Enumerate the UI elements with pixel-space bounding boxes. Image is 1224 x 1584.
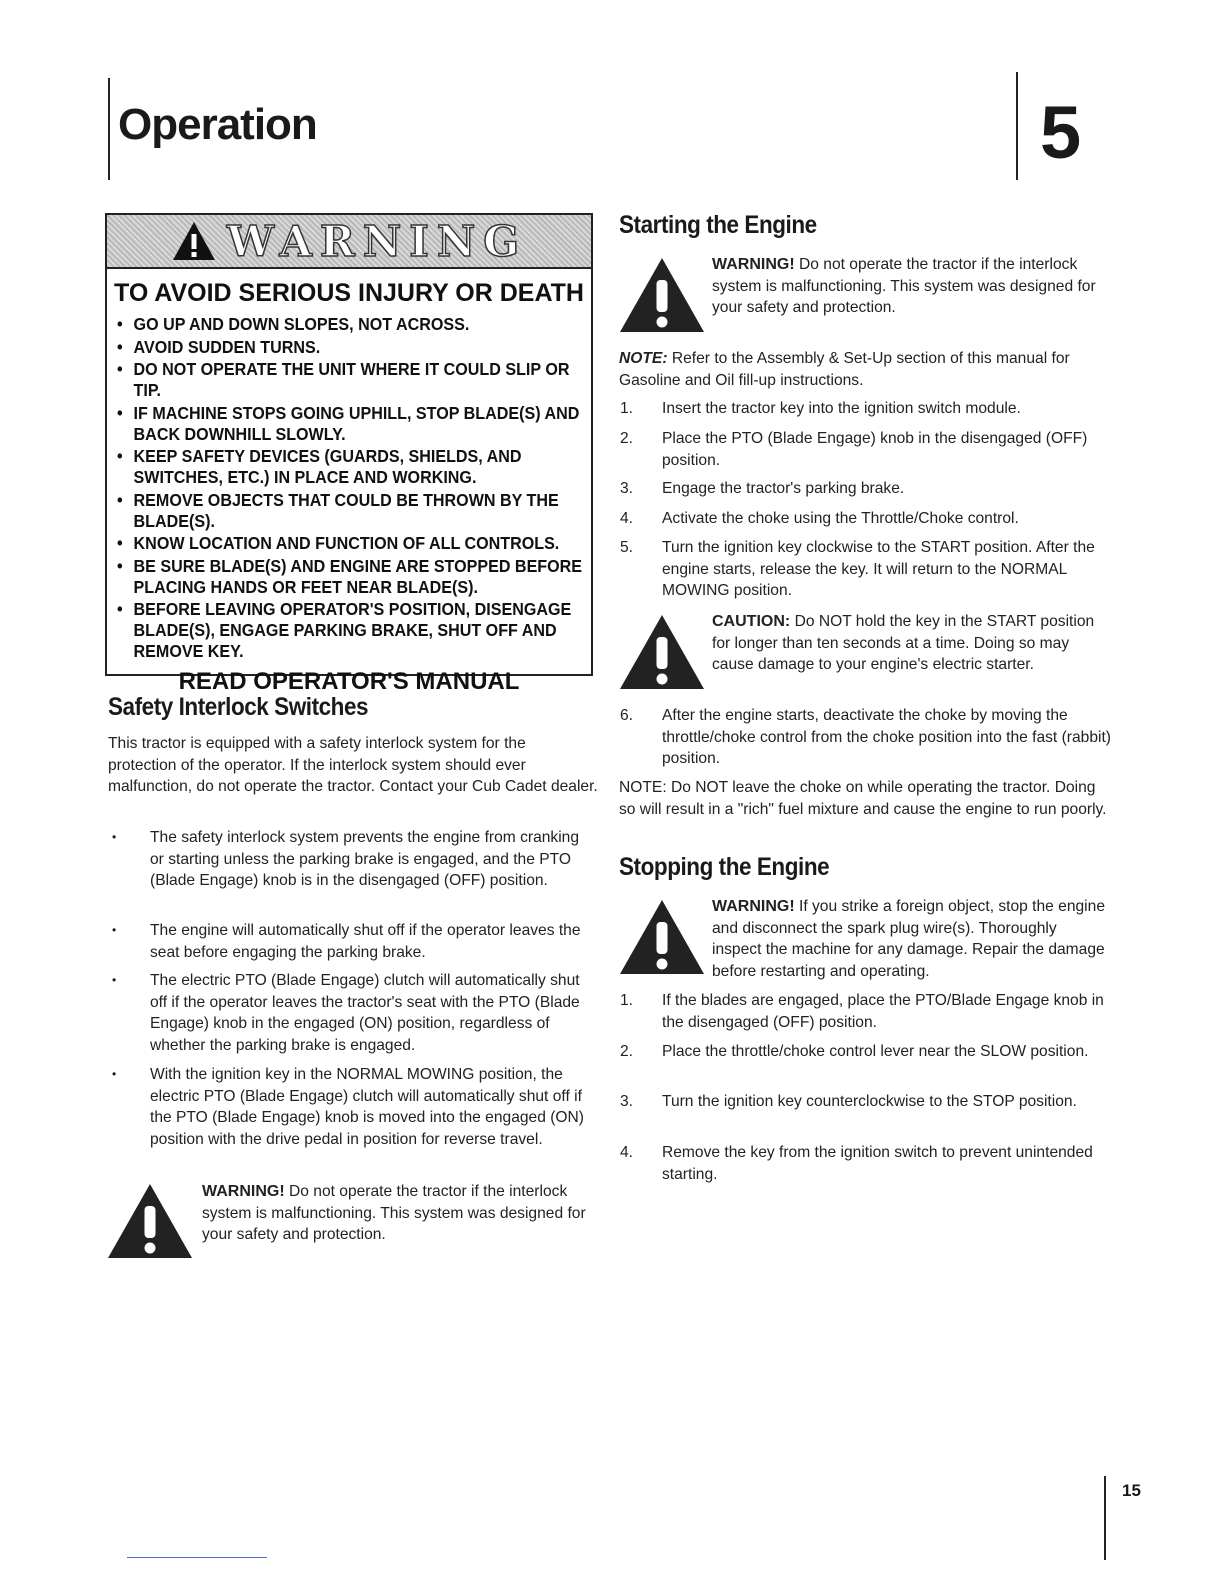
note-text: Refer to the Assembly & Set-Up section of this manual for Gasoline and Oil fill-up instructions. (619, 350, 1070, 389)
warning-label-text: WARNING! (712, 898, 795, 915)
step-text: Activate the choke using the Throttle/Choke control. (662, 510, 1019, 527)
page-number-rule (1104, 1476, 1106, 1560)
warning-triangle-icon (106, 1182, 194, 1260)
warning-item: • GO UP AND DOWN SLOPES, NOT ACROSS. (117, 314, 594, 335)
step-text: Engage the tractor's parking brake. (662, 480, 905, 497)
warning-text: Do not operate the tractor if the interlock system is malfunctioning. This system was designed for your safety and protection. (712, 256, 1096, 316)
step-text: Place the throttle/choke control lever near the SLOW position. (662, 1043, 1089, 1060)
caution-triangle-icon (618, 613, 706, 691)
choke-note: NOTE: Do NOT leave the choke on while operating the tractor. Doing so will result in a "rich" fuel mixture and cause the engine to run poorly. (619, 779, 1107, 818)
title-rule (108, 78, 110, 180)
caution-text: Do NOT hold the key in the START position for longer than ten seconds at a time. Doing so may cause damage to your engine's electric starter. (712, 613, 1095, 673)
page-title: Operation (118, 100, 317, 149)
step-text: Turn the ignition key clockwise to the START position. After the engine starts, release the key. It will return to the NORMAL MOWING position. (662, 539, 1095, 599)
step-number: 1. (620, 992, 634, 1009)
step-number: 3. (620, 1093, 634, 1110)
step-number: 3. (620, 480, 634, 497)
step-number: 5. (620, 539, 634, 556)
warning-label (105, 213, 593, 695)
warning-triangle-icon (618, 898, 706, 976)
caution-label-text: CAUTION: (712, 613, 791, 630)
footer-rule (127, 1557, 267, 1558)
warning-triangle-icon (618, 256, 706, 334)
warning-item: • DO NOT OPERATE THE UNIT WHERE IT COULD SLIP OR TIP. (117, 359, 594, 401)
stopping-warning (712, 896, 1108, 982)
warning-header (107, 215, 591, 269)
bullet-text: The engine will automatically shut off if the operator leaves the seat before engaging the parking brake. (150, 922, 581, 961)
warning-label-text: WARNING! (202, 1183, 285, 1200)
warning-label-text: WARNING! (712, 256, 795, 273)
step-text: Insert the tractor key into the ignition switch module. (662, 400, 1021, 417)
bullet-icon: • (112, 923, 117, 937)
warning-item: • REMOVE OBJECTS THAT COULD BE THROWN BY THE BLADE(S). (117, 490, 594, 532)
step-text: After the engine starts, deactivate the choke by moving the throttle/choke control from the choke position into the fast (rabbit) position. (662, 707, 1111, 767)
starting-caution (712, 611, 1108, 676)
starting-engine-heading: Starting the Engine (619, 211, 817, 239)
step-text: Remove the key from the ignition switch to prevent unintended starting. (662, 1144, 1093, 1183)
warning-item: • AVOID SUDDEN TURNS. (117, 337, 594, 358)
warning-item: • BEFORE LEAVING OPERATOR'S POSITION, DISENGAGE BLADE(S), ENGAGE PARKING BRAKE, SHUT OFF AND REMOVE KEY. (117, 599, 594, 662)
bullet-text: The electric PTO (Blade Engage) clutch will automatically shut off if the operator leaves the tractor's seat with the PTO (Blade Engage) knob in the engaged (ON) position, regardless of whether the parking brake is engaged. (150, 972, 580, 1054)
warning-footer: READ OPERATOR'S MANUAL (178, 668, 520, 695)
warning-item: • IF MACHINE STOPS GOING UPHILL, STOP BLADE(S) AND BACK DOWNHILL SLOWLY. (117, 403, 594, 445)
warning-text: Do not operate the tractor if the interlock system is malfunctioning. This system was designed for your safety and protection. (202, 1183, 586, 1243)
bullet-icon: • (112, 1067, 117, 1081)
step-text: Place the PTO (Blade Engage) knob in the disengaged (OFF) position. (662, 430, 1088, 469)
bullet-text: With the ignition key in the NORMAL MOWING position, the electric PTO (Blade Engage) clutch will automatically shut off if the PTO (Blade Engage) knob is moved into the engaged (ON) position with the drive pedal in position for reverse travel. (150, 1066, 584, 1148)
step-number: 6. (620, 707, 634, 724)
step-number: 4. (620, 510, 634, 527)
bullet-icon: • (112, 830, 117, 844)
starting-warning (712, 254, 1104, 319)
interlock-warning (202, 1181, 597, 1246)
step-number: 2. (620, 430, 634, 447)
warning-item: • KEEP SAFETY DEVICES (GUARDS, SHIELDS, AND SWITCHES, ETC.) IN PLACE AND WORKING. (117, 446, 594, 488)
note-label: NOTE: (619, 350, 668, 367)
chapter-rule (1016, 72, 1018, 180)
safety-interlock-intro: This tractor is equipped with a safety interlock system for the protection of the operator. If the interlock system should ever malfunction, do not operate the tractor. Contact your Cub Cadet dealer. (108, 735, 598, 795)
step-text: Turn the ignition key counterclockwise to the STOP position. (662, 1093, 1077, 1110)
page-number: 15 (1122, 1481, 1141, 1500)
stopping-engine-heading: Stopping the Engine (619, 853, 830, 881)
step-number: 1. (620, 400, 634, 417)
bullet-icon: • (112, 973, 117, 987)
warning-item: • BE SURE BLADE(S) AND ENGINE ARE STOPPED BEFORE PLACING HANDS OR FEET NEAR BLADE(S). (117, 556, 594, 598)
warning-signal-word: WARNING (226, 216, 528, 266)
warning-list (107, 314, 591, 662)
chapter-number: 5 (1040, 91, 1082, 174)
step-text: If the blades are engaged, place the PTO/Blade Engage knob in the disengaged (OFF) position. (662, 992, 1104, 1031)
step-number: 4. (620, 1144, 634, 1161)
warning-item: • KNOW LOCATION AND FUNCTION OF ALL CONTROLS. (117, 533, 594, 554)
step-number: 2. (620, 1043, 634, 1060)
bullet-text: The safety interlock system prevents the engine from cranking or starting unless the parking brake is engaged, and the PTO (Blade Engage) knob is in the disengaged (OFF) position. (150, 829, 580, 889)
warning-subtitle: TO AVOID SERIOUS INJURY OR DEATH (114, 279, 584, 307)
warning-text: If you strike a foreign object, stop the engine and disconnect the spark plug wire(s). Thoroughly inspect the machine for any damage. Repair the damage before restarting and operating. (712, 898, 1105, 980)
safety-interlock-heading: Safety Interlock Switches (108, 693, 369, 721)
warning-triangle-icon (171, 220, 217, 262)
starting-note (619, 348, 1109, 391)
